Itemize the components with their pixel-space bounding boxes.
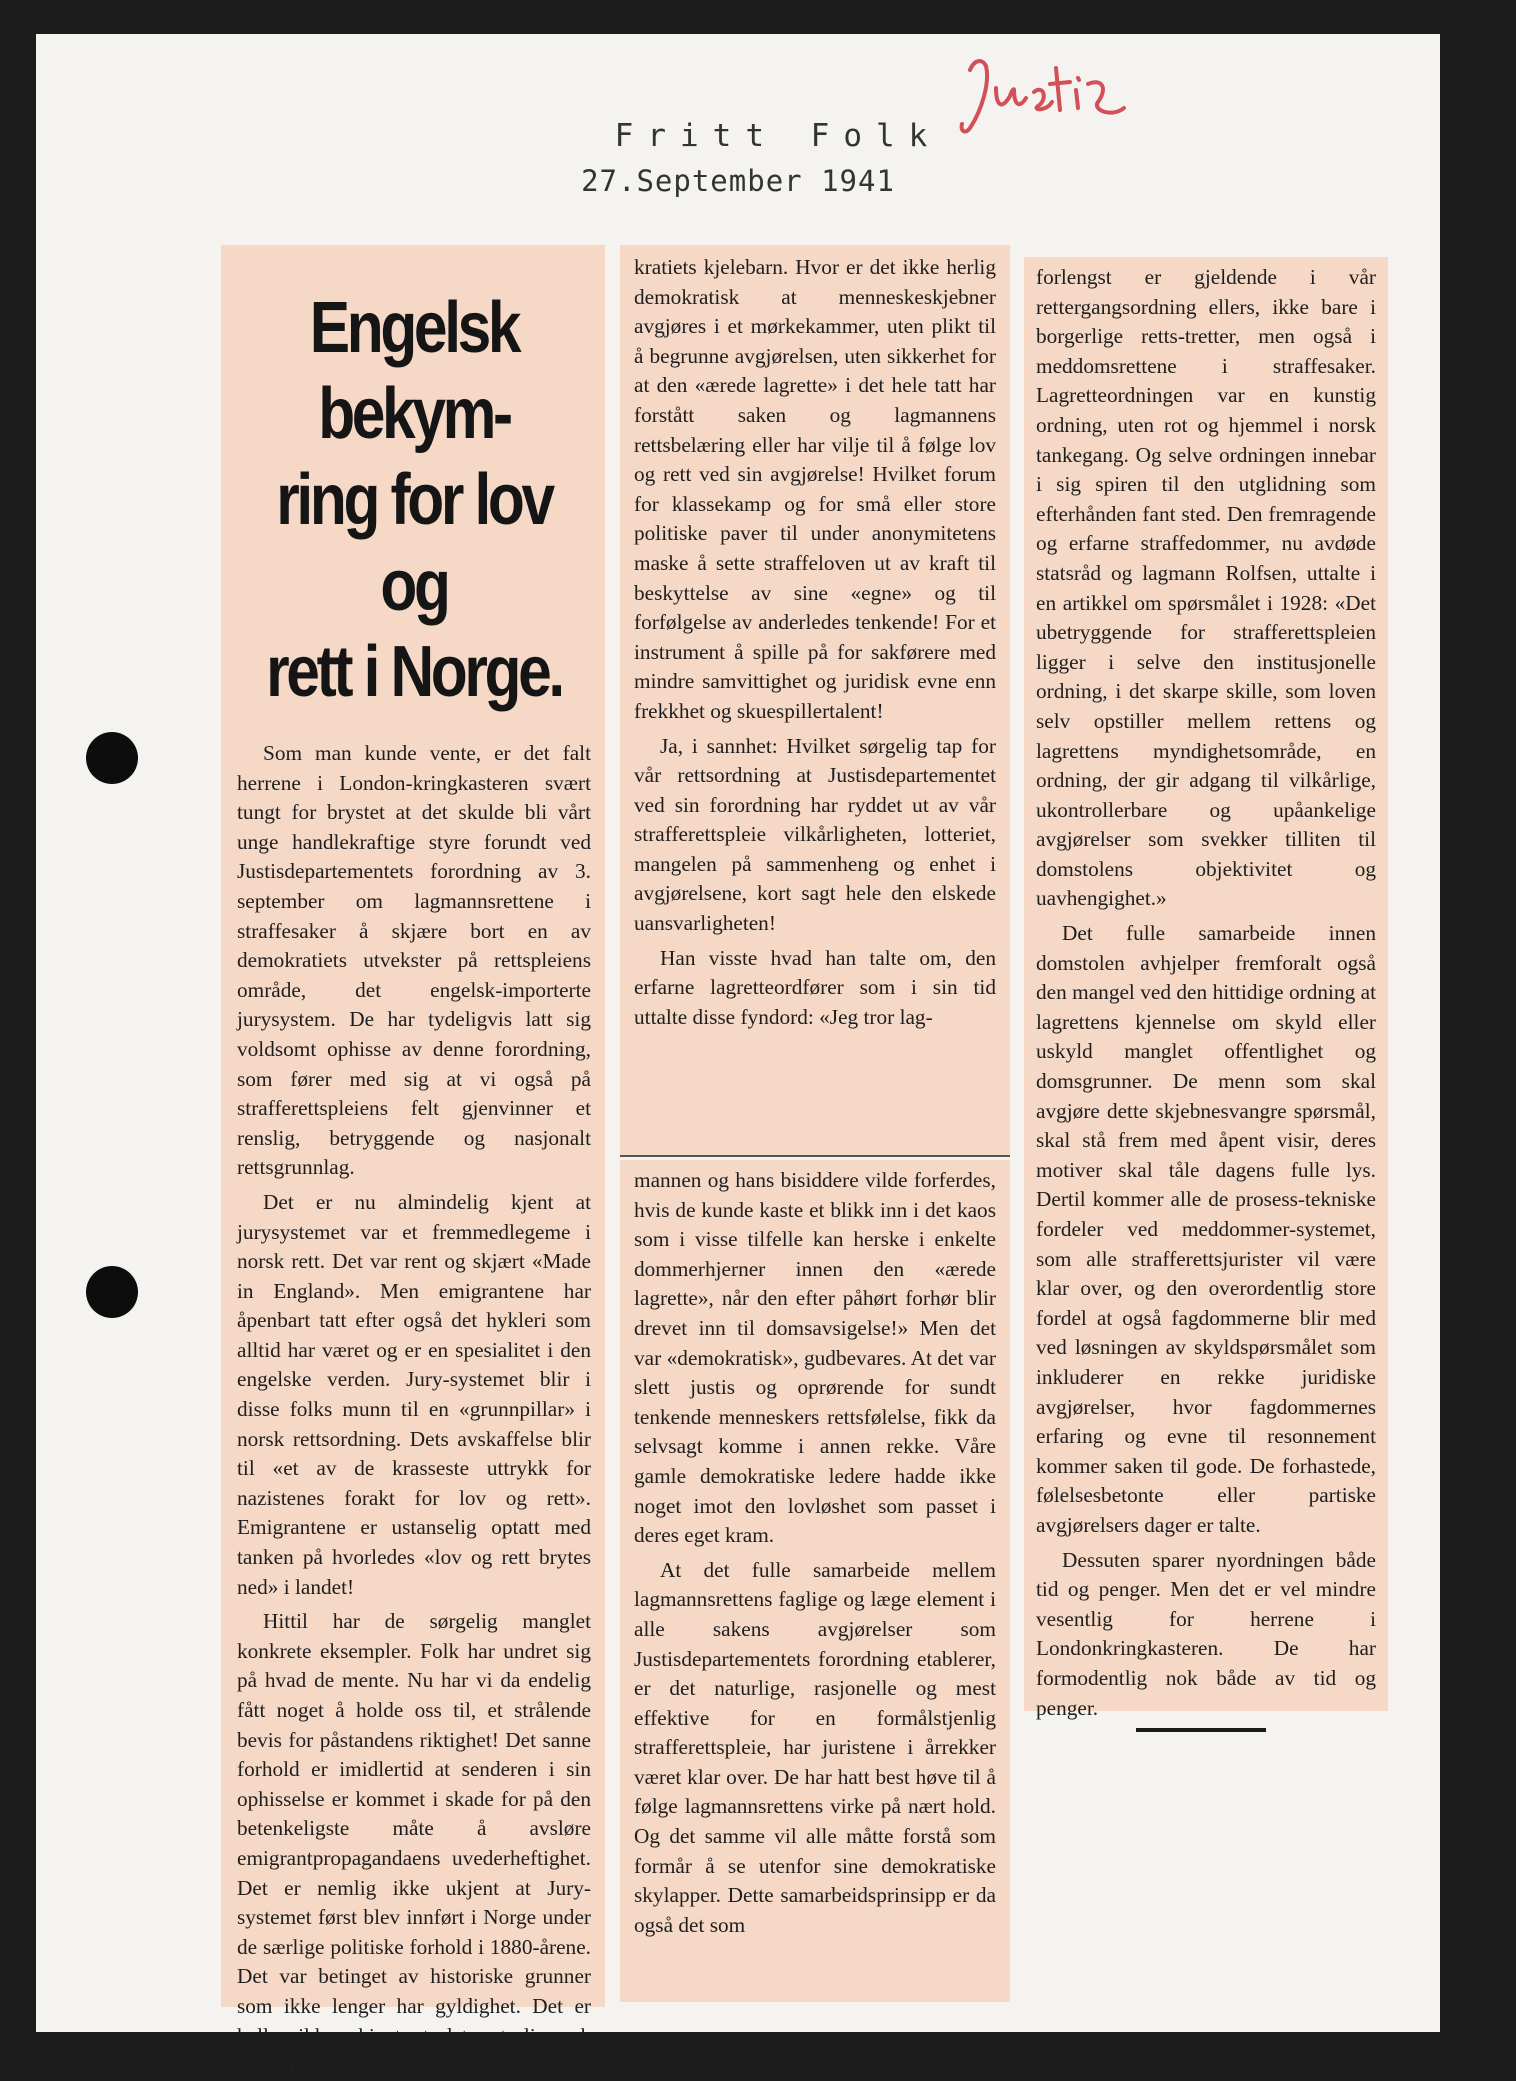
paragraph: kratiets kjelebarn. Hvor er det ikke herlig demokratisk at menneskeskjebner avgjøres i et mørkekammer, uten plikt til å begrunne avgjørelsen, uten sikkerhet for at den «ærede lagrette» i det hele tatt har forstått saken og lagmannens rettsbelæring eller har vilje til å følge lov og rett ved sin avgjørelse! Hvilket forum for klassekamp og for små eller store politiske paver til under anonymitetens maske å sette straffeloven ut av kraft til beskyttelse av sine «egne» og til forfølgelse av anderledes tenkende! For et instrument å spille på for sakførere med mindre samvittighet og juridisk evne enn frekkhet og skuespillertalent! <box>634 255 996 723</box>
article-column-2-top <box>620 245 1010 1157</box>
article-headline <box>265 285 562 715</box>
paragraph: forlengst er gjeldende i vår rettergangsordning ellers, ikke bare i borgerlige retts-tretter, men også i meddomsrettene i straffesaker. Lagretteordningen var en kunstig ordning, uten rot og hjemmel i norsk tankegang. Og selve ordningen innebar i sig spiren til den utglidning som efterhånden fant sted. Den fremragende og erfarne straffedommer, nu avdøde statsråd og lagmann Rolfsen, uttalte i en artikkel om spørsmålet i 1928: «Det ubetryggende for strafferettspleien ligger i selve den institusjonelle ordning, i det skarpe skille, som loven selv opstiller mellem rettens og lagrettens myndighetsområde, en ordning, der gir adgang til vilkårlige, ukontrollerbare og upåankelige avgjørelser som svekker tilliten til domstolens objektivitet og uavhengighet.» <box>1036 265 1376 911</box>
publication-date: 27.September 1941 <box>581 164 895 198</box>
punch-hole-upper <box>86 732 138 784</box>
paragraph: Han visste hvad han talte om, den erfarne lagretteordfører som i sin tid uttalte disse fyndord: «Jeg tror lag- <box>634 945 996 1029</box>
paragraph: Det fulle samarbeide innen domstolen avhjelper fremforalt også den mangel ved den hittidige ordning at lagrettens kjennelse om skyld eller uskyld manglet offentlighet og domsgrunner. De menn som skal avgjøre dette skjebnesvangre spørsmål, skal stå frem med åpent visir, deres motiver skal tåle dagens fulle lys. Dertil kommer alle de prosess-tekniske fordeler ved meddommer-systemet, som alle strafferettsjurister vil være klar over, og den overordentlig store fordel at også fagdommerne blir med ved løsningen av skyldspørsmålet som inkluderer en rekke juridiske avgjørelser, hvor fagdommernes erfaring og evne til resonnement kommer saken til gode. De forhastede, følelsesbetonte eller partiske avgjørelsers dager er talte. <box>1036 921 1376 1537</box>
article-column-3 <box>1024 257 1388 1720</box>
article-column-2-bottom <box>620 1160 1010 2002</box>
headline-line-1: Engelsk bekym- <box>309 288 519 454</box>
headline-line-2: ring for lov og <box>276 460 552 626</box>
paragraph: Ja, i sannhet: Hvilket sørgelig tap for vår rettsordning at Justisdepartementet ved sin forordning har ryddet ut av vår strafferettspleie vilkårligheten, lotteriet, mangelen på sammenheng og enhet i avgjørelsene, kort sagt hele den elskede uansvarligheten! <box>634 733 996 936</box>
headline-line-3: rett i Norge. <box>266 632 562 712</box>
paragraph: Som man kunde vente, er det falt herrene i London-kringkasteren svært tungt for brystet at det skulde bli vårt unge handlekraftige styre forundt ved Justisdepartementets forordning av 3. september om lagmannsrettene i straffesaker å skjære bort en av demokratiets utvekster på rettspleiens område, det engelsk-importerte jurysystem. De har tydeligvis latt sig voldsomt ophisse av denne forordning, som fører med sig at vi også på strafferettspleiens felt gjenvinner et renslig, betryggende og nasjonalt rettsgrunnlag. <box>237 741 591 1180</box>
punch-hole-lower <box>86 1266 138 1318</box>
article-end-rule <box>1136 1728 1266 1732</box>
handwritten-annotation-justis <box>952 48 1132 138</box>
paragraph: mannen og hans bisiddere vilde forferdes, hvis de kunde kaste et blikk inn i det kaos som i visse tilfelle kan herske i enkelte dommerhjerner innen den «ærede lagrette», når den efter påhørt forhør blir drevet inn til domsavsigelse!» Men det var «demokratisk», gudbevares. At det var slett justis og oprørende for sundt tenkende menneskers rettsfølelse, fikk da selvsagt komme i annen rekke. Våre gamle demokratiske ledere hadde ikke noget imot den lovløshet som passet i deres eget kram. <box>634 1168 996 1548</box>
paragraph: Det er nu almindelig kjent at jurysystemet var et fremmedlegeme i norsk rett. Det var rent og skjært «Made in England». Men emigrantene har åpenbart tatt efter også det hykleri som alltid har været og er en spesialitet i den engelske verden. Jury-systemet blir i disse folks munn til en «grunnpillar» i norsk rettsordning. Dets avskaffelse blir til «et av de krasseste uttrykk for nazistenes forakt for lov og rett». Emigrantene er ustanselig optatt med tanken på hvorledes «lov og rett brytes ned» i landet! <box>237 1189 591 1599</box>
paragraph: Hittil har de sørgelig manglet konkrete eksempler. Folk har undret sig på hvad de mente. Nu har vi da endelig fått noget å holde oss til, et strålende bevis for påstandens riktighet! Det sanne forhold er imidlertid at senderen i sin ophisselse er kommet i skade for på den betenkeligste måte å avsløre emigrantpropagandaens uvederheftighet. Det er nemlig ikke ukjent at Jury-systemet først blev innført i Norge under de særlige politiske forhold i 1880-årene. Det var betinget av historiske grunner som ikke lenger har gyldighet. Det er heller ikke ukjent at det naturlig nok måtte bli et av demo- <box>237 1609 591 2078</box>
paragraph: Dessuten sparer nyordningen både tid og penger. Men det er vel mindre vesentlig for herrene i Londonkringkasteren. De har formodentlig nok både av tid og penger. <box>1036 1547 1376 1720</box>
article-column-1 <box>221 245 605 2078</box>
paragraph: At det fulle samarbeide mellem lagmannsrettens faglige og læge element i alle sakens avgjørelser som Justisdepartementets forordning etablerer, er det naturlige, rasjonelle og mest effektive for en formålstjenlig strafferettspleie, har juristene i årrekker været klar over. De har hatt best høve til å følge lagmannsrettens virke på nært hold. Og det samme vil alle måtte forstå som formår å se utenfor sine demokratiske skylapper. Dette samarbeidsprinsipp er da også det som <box>634 1557 996 1937</box>
publication-name: Fritt Folk <box>614 118 942 154</box>
